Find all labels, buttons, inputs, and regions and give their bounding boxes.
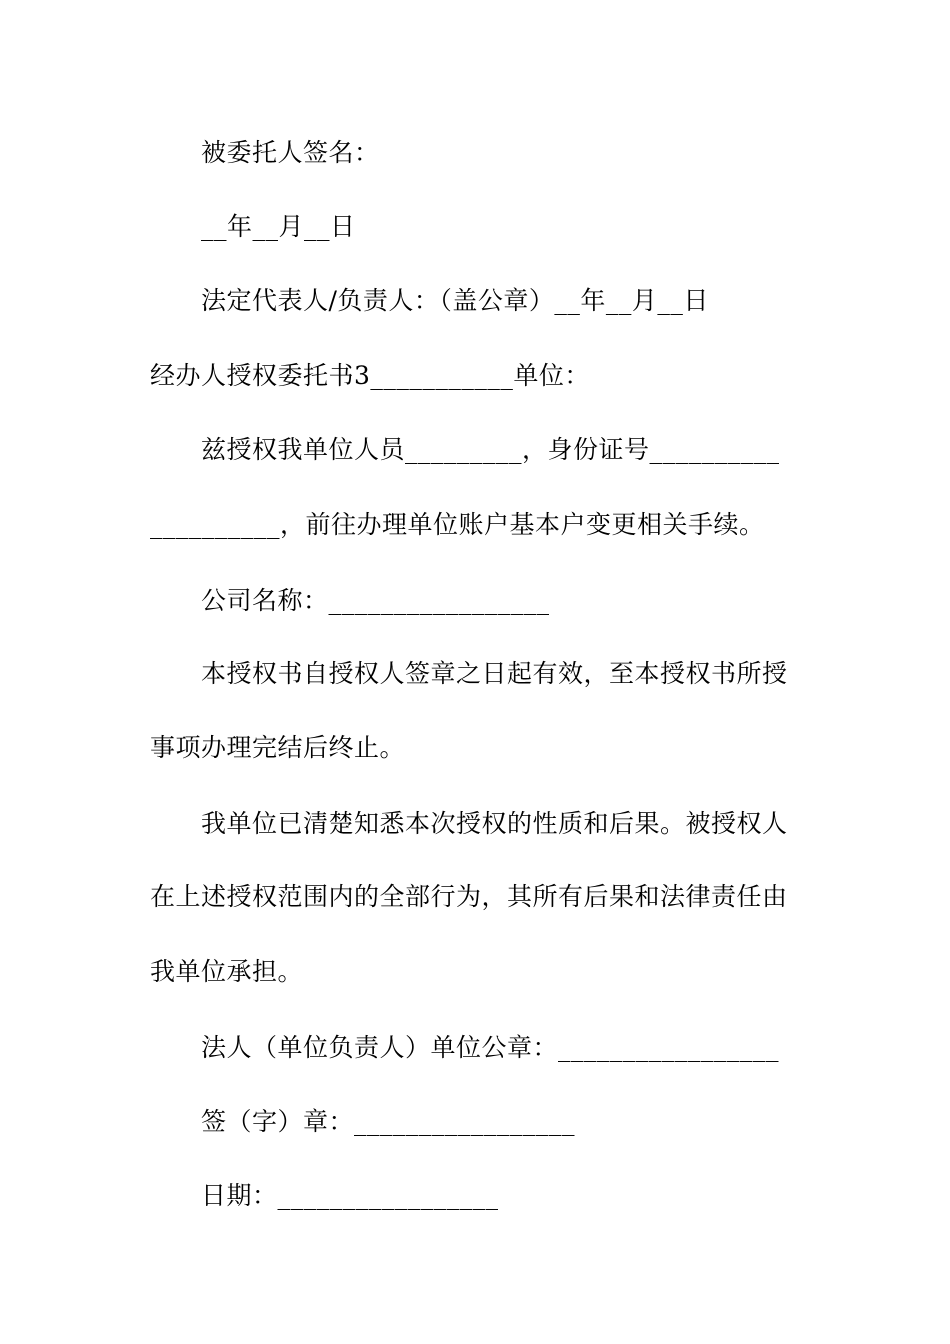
- legal-person-seal-line: 法人（单位负责人）单位公章：_________________: [201, 1033, 780, 1062]
- validity-paragraph-line-1: 本授权书自授权人签章之日起有效，至本授权书所授: [201, 659, 788, 688]
- signature-seal-line: 签（字）章：_________________: [201, 1107, 576, 1136]
- company-name-line: 公司名称：_________________: [201, 586, 550, 615]
- section-title-line: 经办人授权委托书3___________单位：: [150, 361, 590, 390]
- responsibility-paragraph-line-1: 我单位已清楚知悉本次授权的性质和后果。被授权人: [201, 809, 788, 838]
- date-line-1: __年__月__日: [201, 212, 356, 241]
- date-line-2: 日期：_________________: [201, 1181, 499, 1210]
- legal-representative-line: 法定代表人/负责人：（盖公章）__年__月__日: [201, 286, 709, 315]
- responsibility-paragraph-line-3: 我单位承担。: [150, 957, 304, 986]
- authorization-paragraph-line-2: __________，前往办理单位账户基本户变更相关手续。: [150, 510, 765, 539]
- authorization-paragraph-line-1: 兹授权我单位人员_________，身份证号__________: [201, 435, 780, 464]
- entrustee-signature-line: 被委托人签名：: [201, 138, 380, 167]
- validity-paragraph-line-2: 事项办理完结后终止。: [150, 733, 406, 762]
- responsibility-paragraph-line-2: 在上述授权范围内的全部行为，其所有后果和法律责任由: [150, 882, 788, 911]
